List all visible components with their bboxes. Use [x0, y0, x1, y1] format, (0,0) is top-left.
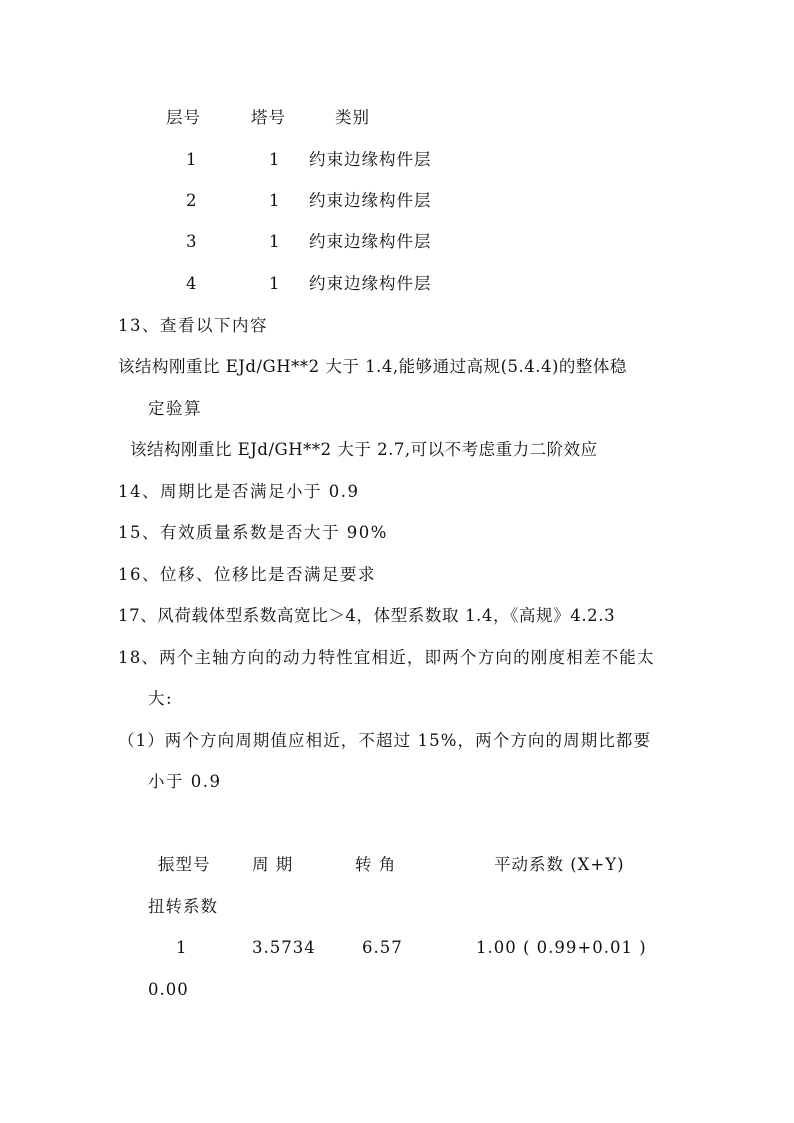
table1-header-tower: 塔号: [251, 108, 286, 127]
stiffness-second-order: 该结构刚重比 EJd/GH**2 大于 2.7,可以不考虑重力二阶效应: [130, 440, 598, 459]
table2-cell-mode: 1: [176, 938, 188, 957]
table2-cell-translation: 1.00 ( 0.99+0.01 ): [476, 938, 647, 957]
table1-cell-tower: 1: [269, 274, 281, 293]
stiffness-check-line1: 该结构刚重比 EJd/GH**2 大于 1.4,能够通过高规(5.4.4)的整体稳: [118, 357, 627, 376]
item-15: 15、有效质量系数是否大于 90%: [118, 523, 388, 542]
table1-cell-layer: 4: [186, 274, 198, 293]
table2-cell-period: 3.5734: [252, 938, 316, 957]
item-13: 13、查看以下内容: [118, 316, 268, 335]
table1-cell-layer: 1: [186, 150, 198, 169]
table2-header-mode: 振型号: [158, 855, 211, 874]
item-14: 14、周期比是否满足小于 0.9: [118, 482, 360, 501]
item-18-line2: 大:: [148, 689, 174, 708]
table2-cell-torsion: 0.00: [148, 980, 189, 999]
table1-cell-layer: 2: [186, 191, 198, 210]
item-16: 16、位移、位移比是否满足要求: [118, 565, 376, 584]
item-18-line1: 18、两个主轴方向的动力特性宜相近，即两个方向的刚度相差不能太: [118, 648, 655, 667]
table1-cell-category: 约束边缘构件层: [309, 232, 432, 251]
table2-header-period: 周 期: [252, 855, 294, 874]
table1-header-layer: 层号: [166, 108, 201, 127]
table2-header-translation: 平动系数 (X+Y): [494, 855, 625, 874]
table2-header-torsion: 扭转系数: [148, 897, 218, 916]
table1-cell-tower: 1: [269, 232, 281, 251]
sub-item-1-line2: 小于 0.9: [148, 772, 222, 791]
table2-header-angle: 转 角: [355, 855, 397, 874]
table1-cell-layer: 3: [186, 232, 198, 251]
table1-cell-tower: 1: [269, 191, 281, 210]
item-17: 17、风荷载体型系数高宽比＞4，体型系数取 1.4，《高规》4.2.3: [118, 606, 616, 625]
table1-cell-tower: 1: [269, 150, 281, 169]
sub-item-1-line1: （1）两个方向周期值应相近，不超过 15%，两个方向的周期比都要: [118, 731, 652, 750]
table1-header-category: 类别: [335, 108, 370, 127]
table2-cell-angle: 6.57: [362, 938, 403, 957]
table1-cell-category: 约束边缘构件层: [309, 274, 432, 293]
stiffness-check-line2: 定验算: [148, 399, 202, 418]
table1-cell-category: 约束边缘构件层: [309, 191, 432, 210]
table1-cell-category: 约束边缘构件层: [309, 150, 432, 169]
